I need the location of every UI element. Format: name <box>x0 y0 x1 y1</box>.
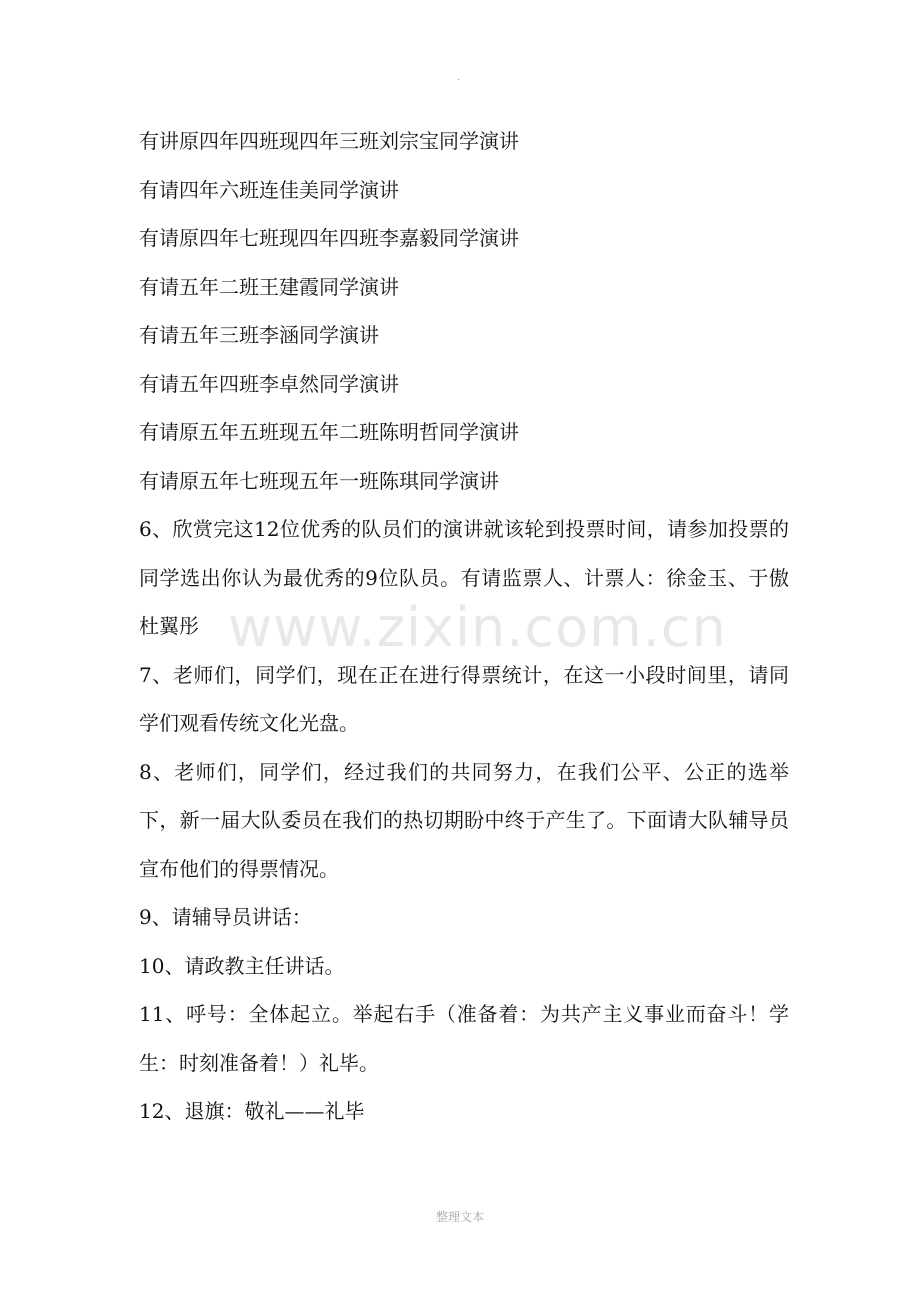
watermark: www.zixin.com.cn <box>228 596 727 659</box>
footer-label: 整理文本 <box>435 1210 484 1224</box>
paragraph-6-voting: 6、欣赏完这12位优秀的队员们的演讲就该轮到投票时间，请参加投票的同学选出你认为最优秀的9位队员。有请监票人、计票人：徐金玉、于傲 杜翼彤 <box>139 517 809 638</box>
speech-line: 有请原四年七班现四年四班李嘉毅同学演讲 <box>139 226 519 250</box>
paragraph-12-flag: 12、退旗：敬礼——礼毕 <box>139 1099 365 1123</box>
speech-line: 有请五年二班王建霞同学演讲 <box>139 274 399 299</box>
paragraph-11-pledge: 11、呼号：全体起立。举起右手（准备着：为共产主义事业而奋斗！学生：时刻准备着！）礼毕。 <box>139 1002 789 1075</box>
paragraph-10-director: 10、请政教主任讲话。 <box>139 953 345 978</box>
paragraph-7-counting: 7、老师们，同学们，现在正在进行得票统计，在这一小段时间里，请同学们观看传统文化光盘。 <box>139 662 789 735</box>
header-mark: . <box>457 72 461 83</box>
document-body <box>139 117 809 1136</box>
speech-line: 有讲原四年四班现四年三班刘宗宝同学演讲 <box>139 129 519 153</box>
speech-line: 有请五年三班李涵同学演讲 <box>139 323 379 347</box>
paragraph-9-counselor: 9、请辅导员讲话： <box>139 905 312 929</box>
speech-line: 有请四年六班连佳美同学演讲 <box>139 177 399 202</box>
speech-line: 有请原五年五班现五年二班陈明哲同学演讲 <box>139 420 519 444</box>
speech-line: 有请原五年七班现五年一班陈琪同学演讲 <box>139 468 499 493</box>
speech-line: 有请五年四班李卓然同学演讲 <box>139 371 399 396</box>
paragraph-8-results: 8、老师们，同学们，经过我们的共同努力，在我们公平、公正的选举下，新一届大队委员在我们的热切期盼中终于产生了。下面请大队辅导员宣布他们的得票情况。 <box>139 759 789 881</box>
